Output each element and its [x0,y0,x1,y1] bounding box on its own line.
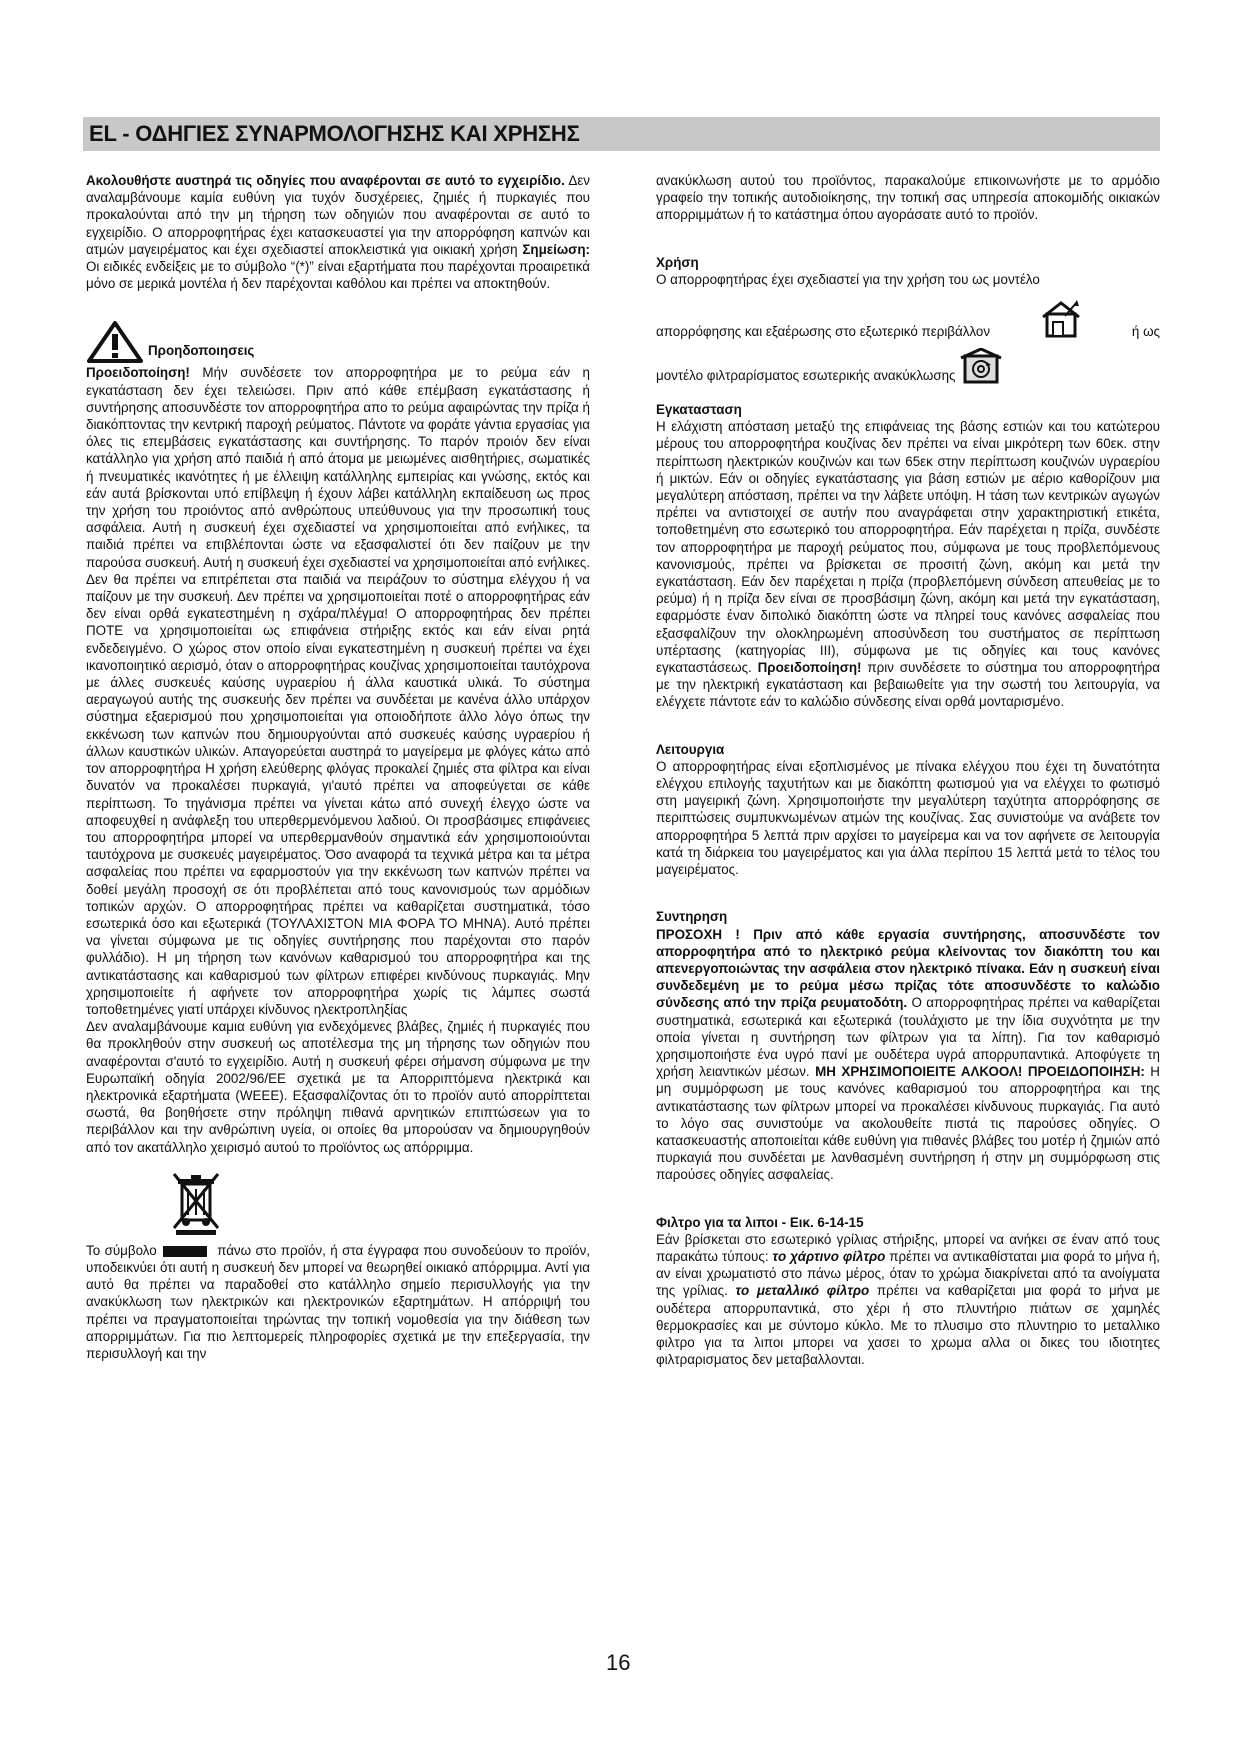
filter-paragraph [656,1231,1160,1369]
page-number: 16 [606,1650,631,1675]
intro-text: Δεν αναλαμβάνουμε καμία ευθύνη για τυχόν δυσχέρειες, ζημιές ή πυρκαγιές που προκαλούνται από την μη τήρηση των οδηγιών που αναφέρονται σε αυτό το εγχειρίδιο. Ο απορροφητήρας έχει κατασκευαστεί για την απορρόφηση καπνών και ατμών μαγειρέματος και έχει σχεδιαστεί αποκλειστικά για οικιακή χρήση [86,173,590,257]
warning-triangle-icon [86,320,144,364]
symbol-prefix: Το σύμβολο [86,1242,157,1258]
warning-paragraph [86,364,590,1018]
left-column [86,172,590,1362]
filter-heading: Φιλτρο για τα λιποι - Εικ. 6-14-15 [656,1214,864,1230]
use-heading: Χρήση [656,254,699,270]
filter-text-a: Εάν βρίσκεται στο εσωτερικό γρίλιας στήριξης, μπορεί να ανήκει σε έναν από τους παρακάτω τύπους: [656,1231,1160,1264]
spacer [656,1184,1160,1214]
spacer [656,711,1160,741]
warning-heading-row [86,320,590,364]
use-line-2 [656,300,1160,340]
warning-heading: Προηδοποιησεις [148,343,255,359]
intro-paragraph [86,172,590,292]
filter-text-b: πρέπει να αντικαθίσταται μια φορά το μήνα ή, αν είναι χρωματιστό στο πάνω μέρος, όταν το χρώμα διακρίνεται από τα ανοίγματα της γρίλιας. [656,1248,1161,1299]
title-bar [83,117,1160,151]
spacer [656,288,1160,300]
spacer [656,340,1160,348]
install-paragraph [656,418,1160,710]
use-line-3 [656,348,1160,384]
maintenance-caution: ΠΡΟΣΟΧΗ ! Πριν από κάθε εργασία συντήρησης, αποσυνδέστε τον απορροφητήρα από το ηλεκτρικό ρεύμα κλείνοντας τον διακόπτη του και απενεργοποιώντας την ασφάλεια στον ηλεκτρικό πίνακα. Εάν η συσκευή είναι συνδεδεμένη με το ρεύμα μέσω πρίζας τότε αποσυνδέστε το καλώδιο σύνδεσης από την πρίζα ρευματοδότη. [656,926,1160,1011]
metal-filter-label: το μεταλλικό φίλτρο [735,1283,870,1299]
intro-note-label: Σημείωση: [522,241,590,257]
symbol-text: πάνω στο προϊόν, ή στα έγγραφα που συνοδεύουν το προϊόν, υποδεικνύει ότι αυτή η συσκευή δεν μπορεί να θεωρηθεί οικιακό απόρριμμα. Αντί για αυτό θα πρέπει να παραδοθεί στο κατάλληλο σημείο περισυλλογής για την ανακύκλωση των ηλεκτρικών και ηλεκτρονικών εξαρτημάτων. Η απόρριψή του πρέπει να πραγματοποιείται τηρώντας την τοπική νομοθεσία για την διάθεση των απορριμμάτων. Για πιο λεπτομερείς πληροφορίες σχετικά με την επεξεργασία, την περισυλλογή και την [86,1242,590,1361]
paper-filter-label: το χάρτινο φίλτρο [772,1248,886,1264]
symbol-paragraph [86,1242,590,1362]
spacer [656,878,1160,908]
house-exhaust-icon [1039,300,1083,340]
install-warning-label: Προειδοποίηση! [757,660,862,676]
liability-paragraph: Δεν αναλαμβάνουμε καμια ευθύνη για ενδεχόμενες βλάβες, ζημιές ή πυρκαγιές που θα προκληθούν στην συσκευή ως αποτέλεσμα της μη τήρησης των οδηγιών που αναφέρονται σ'αυτό το εγχειρίδιο. Αυτή η συσκευή φέρει σήμανση σύμφωνα με την Ευρωπαϊκή οδηγία 2002/96/ΕΕ σχετικά με τα Απορριπτόμενα ηλεκτρικά και ηλεκτρονικά εξαρτήματα (WEEE). Εξασφαλίζοντας ότι το προϊόν αυτό απορρίπτεται σωστά, θα βοηθήσετε στην πρόληψη πιθανά αρνητικών επιπτώσεων για το περιβάλλον και την ανθρώπινη υγεία, οι οποίες θα μπορούσαν να δημιουργηθούν από τον ακατάλληλο χειρισμό αυτού το προϊόντος ως απόρριμμα. [86,1019,590,1155]
install-text: Η ελάχιστη απόσταση μεταξύ της επιφάνειας της βάσης εστιών και του κατώτερου μέρους του απορροφητήρα κουζίνας δεν πρέπει να είναι μικρότερη των 60εκ. στην περίπτωση ηλεκτρικών κουζινών και των 65εκ στην περίπτωση κουζινών υγραερίου ή μικτών. Εάν οι οδηγίες εγκατάστασης για βάση εστιών με αέριο καθορίζουν μια μεγαλύτερη απόσταση, πρέπει να την λάβετε υπόψη. Η τάση των κεντρικών αγωγών πρέπει να αντιστοιχεί σε αυτήν που αναγράφεται στην χαρακτηριστική ετικέτα, τοποθετημένη στο εσωτερικό του απορροφητήρα. Εάν παρέχεται η πρίζα, συνδέστε τον απορροφητήρα με παροχή ρεύματος που, σύμφωνα με τους προβλεπόμενους κανονισμούς, πρέπει να βρίσκεται σε προσιτή ζώνη, ακόμη και μετά την εγκατάσταση. Εάν δεν παρέχεται η πρίζα (προβλεπόμενη σύνδεση απευθείας με το ρεύμα) ή η πρίζα δεν είναι σε προσβάσιμη ζώνη, ακόμη και μετά την εγκατάσταση, εφαρμόστε έναν διπολικό διακόπτη ώστε να πληρεί τους κανόνες ασφαλείας που εξασφαλίζουν την ολοκληρωμένη αποσύνδεση του συστήματος σε περίπτωση υπέρτασης (κατηγορίας ΙΙΙ), σύμφωνα με τις οδηγίες και τους κανόνες εγκαταστάσεως. [656,419,1160,676]
spacer [656,224,1160,254]
warning-lead: Προειδοποίηση! [86,365,190,381]
use-line-1: Ο απορροφητήρας έχει σχεδιαστεί για την χρήση του ως μοντέλο [656,271,1040,287]
operation-heading: Λειτουργια [656,741,725,757]
right-column [656,172,1160,1368]
maintenance-text: Ο απορροφητήρας πρέπει να καθαρίζεται συστηματικά, εσωτερικά και εξωτερικά (τουλάχιστο με την ίδια συχνότητα με την οποία γίνεται η συντήρηση των φίλτρων για τα λίπη). Για τον καθαρισμό χρησιμοποιήστε ένα υγρό πανί με ουδέτερα υγρά απορρυπαντικά. Αποφύγετε τη χρήση λειαντικών μέσων. [656,995,1160,1080]
install-warning-text: πριν συνδέσετε το σύστημα του απορροφητήρα με την ηλεκτρική εγκατάσταση και βεβαιωθείτε για την σωστή του λειτουργία, να ελέγχετε πάντοτε εάν το καλώδιο σύνδεσης είναι ορθά μονταρισμένο. [656,660,1161,710]
maintenance-heading: Συντηρηση [656,909,728,925]
use-line-3-text: μοντέλο φιλτραρίσματος εσωτερικής ανακύκλωσης [656,367,956,383]
maintenance-alcohol-warning: ΜΗ ΧΡΗΣΙΜΟΠΟΙΕΙΤΕ ΑΛΚΟΟΛ! ΠΡΟΕΙΔΟΠΟΙΗΣΗ: [815,1064,1145,1080]
maintenance-paragraph [656,926,1160,1184]
maintenance-text-2: Η μη συμμόρφωση με τους κανόνες καθαρισμού του απορροφητήρα και της αντικατάστασης των φίλτρων μπορεί να προκαλέσει κίνδυνους πυρκαγιάς. Για αυτό το λόγο σας συνιστούμε να ακολουθείτε πιστά τις παρούσες οδηγίες. Ο κατασκευαστής αποποιείται κάθε ευθύνη για πιθανές βλάβες του μοτέρ ή ζημιών από πυρκαγιά που συνδέεται με λανθασμένη συντήρηση ή στην μη συμμόρφωση στις παρούσες οδηγίες ασφαλείας. [656,1064,1160,1183]
continuation-paragraph: ανακύκλωση αυτού του προϊόντος, παρακαλούμε επικοινωνήστε με το αρμόδιο γραφείο την τοπικής αυτοδιοίκησης, την τοπική σας υπηρεσία αποκομιδής οικιακών απορριμμάτων ή το κατάστημα όπου αγοράσατε αυτό το προϊόν. [656,173,1160,223]
warning-text: Μήν συνδέσετε τον απορροφητήρα με το ρεύμα εάν η εγκατάσταση δεν έχει τελειώσει. Πριν από κάθε επέμβαση εγκατάστασης ή συντήρησης αποσυνδέστε τον απορροφητήρα απο το ρεύμα αφαιρώντας την πρίζα ή διακόπτοντας την κεντρική παροχή ρεύματος. Πάντοτε να φοράτε γάντια εργασίας για όλες τις επεμβάσεις εγκατάστασης και συντήρησης. Το παρόν προιόν δεν είναι κατάλληλο για χρήση από παιδιά ή από άτομα με μειωμένες αισθητήριες, σωματικές ή πνευματικές ικανότητες ή με έλλειψη κατάλληλης εμπειρίας και γνώσης, εκτός και εάν αυτά βρίσκονται υπό επίβλεψη ή έχουν λάβει κατάλληλη εκπαίδευση ως προς την χρήση του προιόντος από ανθρώπους υπεύθυνους για την προσωπική τους ασφάλεια. Αυτή η συσκευή έχει σχεδιαστεί να χρησιμοποιείται από ενήλικες, τα παιδιά πρέπει να επιβλέπονται ώστε να εξασφαλιστεί ότι δεν παίζουν με την παρούσα συσκευή. Αυτή η συσκευή έχει σχεδιαστεί να χρησιμοποιείται από ενήλικες. Δεν θα πρέπει να επιτρέπεται στα παιδιά να πειράζουν το σύστημα ελέγχου ή να παίζουν με την συσκευή. Δεν πρέπει να χρησιμοποιείται ποτέ ο απορροφητήρας εάν δεν είναι ορθά εγκατεστημένη η σχάρα/πλέγμα! Ο απορροφητήρας δεν πρέπει ΠΟΤΕ να χρησιμοποιείται ως επιφάνεια στήριξης εκτός και εάν είναι ρητά ενδεδειγμένο. Ο χώρος στον οποίο είναι εγκατεστημένη η συσκευή πρέπει να έχει ικανοποιητικό αερισμό, όταν ο απορροφητήρας κουζίνας χρησιμοποιείται ταυτόχρονα με άλλες συσκευές καύσης υγραερίου ή άλλα καυστικά υλικά. Το σύστημα αεραγωγού αυτής της συσκευής δεν πρέπει να συνδέεται με κανένα άλλο υπάρχον σύστημα εξαερισμού που χρησιμοποιείται για οποιοδήποτε άλλο λόγο όπως την εκκένωση των καπνών που δημιουργούνται από συσκευές καύσης υγραερίου ή άλλων καυστικών υλικών. Απαγορεύεται αυστηρά το μαγείρεμα με φλόγες κάτω από τον απορροφητήρα Η χρήση ελεύθερης φλόγας προκαλεί ζημιές στα φίλτρα και είναι δυνατόν να προκαλέσει πυρκαγιά, γι'αυτό πρέπει να αποφεύγεται σε κάθε περίπτωση. Το τηγάνισμα πρέπει να γίνεται κάτω από συνεχή έλεγχο ώστε να αποφευχθεί η ανάφλεξη του υπερθερμενόμενου λαδιού. Οι προσβάσιμες επιφάνειες του απορροφητήρα μπορεί να υπερθερμανθούν σημαντικά εάν χρησιμοποιούνται ταυτόχρονα με συσκευές μαγειρέματος. Όσο αναφορά τα τεχνικά μέτρα και τα μέτρα ασφαλείας που πρέπει να εφαρμοστούν για την εκκένωση των καπνών πρέπει να δοθεί μεγάλη προσοχή σε ότι προβλέπεται από τους κανονισμούς των αρμόδιων τοπικών αρχών. Ο απορροφητήρας πρέπει να καθαρίζεται συστηματικά, τόσο εσωτερικά όσο και εξωτερικά (ΤΟΥΛΑΧΙΣΤΟΝ ΜΙΑ ΦΟΡΑ ΤΟ ΜΗΝΑ). Αυτό πρέπει να γίνεται σύμφωνα με τις οδηγίες συντήρησης που παρέχονται στο παρόν φυλλάδιο). Η μη τήρηση των κανόνων καθαρισμού του απορροφητήρα και της αντικατάστασης και καθαρισμού των φίλτρων επιφέρει κινδύνους πυρκαγιάς. Μην χρησιμοποιείτε ή αφήνετε τον απορροφητήρα χωρίς τις λάμπες σωστά τοποθετημένες γιατί υπάρχει κίνδυνος ηλεκτροπληξίας [86,365,590,1017]
install-heading: Εγκατασταση [656,402,742,418]
use-line-2-end: ή ως [1131,323,1160,339]
intro-note-text: Οι ειδικές ενδείξεις με το σύμβολο “(*)” είναι εξαρτήματα που παρέχονται προαιρετικά μόνο σε μερικά μοντέλα ή δεν παρέχονται καθόλου και πρέπει να αποκτηθούν. [86,259,590,292]
black-bar-symbol [163,1246,207,1257]
use-line-2-text: απορρόφησης και εξαέρωσης στο εξωτερικό περιβάλλον [656,323,991,339]
weee-symbol-wrap [170,1170,590,1242]
page-title: EL - ΟΔΗΓΙΕΣ ΣΥΝΑΡΜΟΛΟΓΗΣΗΣ ΚΑΙ ΧΡΗΣΗΣ [89,121,580,146]
spacer [656,384,1160,401]
operation-paragraph: Ο απορροφητήρας είναι εξοπλισμένος με πίνακα ελέγχου που έχει τη δυνατότητα ελέγχου επιλογής ταχυτήτων και με διακόπτη φωτισμού για να ελέγχει το φωτισμό στη μαγειρική ζώνη. Χρησιμοποιήστε την μεγαλύτερη ταχύτητα απορρόφησης σε περιπτώσεις συμπυκνωμένων ατμών της κουζίνας. Σας συνιστούμε να ανάβετε τον απορροφητήρα 5 λεπτά πριν αρχίσει το μαγείρεμα και να τον αφήνετε σε λειτουργία κατά τη διάρκεια του μαγειρέματος και για άλλα περίπου 15 λεπτά μετά το τέλος του μαγειρέματος. [656,758,1160,878]
recirculation-icon [959,348,1003,384]
filter-text-c: πρέπει να καθαρίζεται μια φορά το μήνα με ουδέτερα απορρυπαντικά, στο χέρι ή στο πλυντήριο πιάτων σε χαμηλές θερμοκρασίες και με σύντομο κύκλο. Με το πλυσιμο στο πλυντηριο το μεταλλικο φιλτρο για τα λιποι μπορει να χασει το χρωμα αλλα οι δικες του ιδιοτητες φιλτραρισματος δεν μεταβαλλονται. [656,1283,1160,1368]
crossed-bin-icon [170,1170,222,1236]
intro-bold: Ακολουθήστε αυστηρά τις οδηγίες που αναφέρονται σε αυτό το εγχειρίδιο. [86,173,565,188]
